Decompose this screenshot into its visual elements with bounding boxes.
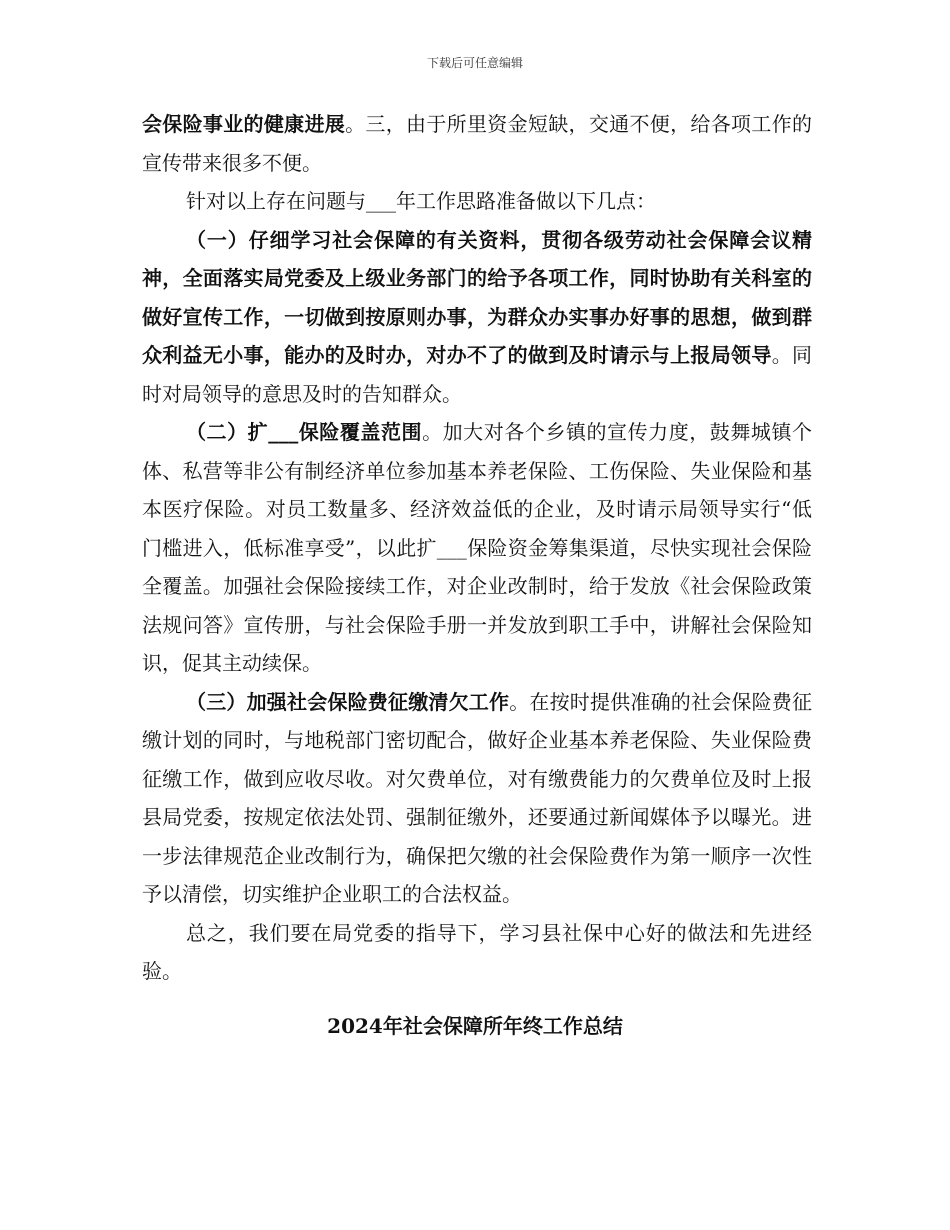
paragraph-6 <box>142 914 812 991</box>
paragraph-4 <box>142 413 812 683</box>
paragraph-5 <box>142 683 812 914</box>
paragraph-4-bold: （二）扩___保险覆盖范围 <box>186 420 423 444</box>
paragraph-5-text: 。在按时提供准确的社会保险费征缴计划的同时，与地税部门密切配合，做好企业基本养老保险、失业保险费征缴工作，做到应收尽收。对欠费单位，对有缴费能力的欠费单位及时上报县局党委，按规定依法处罚、强制征缴外，还要通过新闻媒体予以曝光。进一步法律规范企业改制行为，确保把欠缴的社会保险费作为第一顺序一次性予以清偿，切实维护企业职工的合法权益。 <box>142 689 813 906</box>
paragraph-2 <box>142 182 812 221</box>
paragraph-4-text: 。加大对各个乡镇的宣传力度，鼓舞城镇个体、私营等非公有制经济单位参加基本养老保险、工伤保险、失业保险和基本医疗保险。对员工数量多、经济效益低的企业，及时请示局领导实行“低门槛进入，低标准享受”，以此扩___保险资金筹集渠道，尽快实现社会保险全覆盖。加强社会保险接续工作，对企业改制时，给于发放《社会保险政策法规问答》宣传册，与社会保险手册一并发放到职工手中，讲解社会保险知识，促其主动续保。 <box>142 420 813 675</box>
paragraph-3-bold: （一）仔细学习社会保障的有关资料，贯彻各级劳动社会保障会议精神，全面落实局党委及上级业务部门的给予各项工作，同时协助有关科室的做好宣传工作，一切做到按原则办事，为群众办实事办好事的思想，做到群众利益无小事，能办的及时办，对办不了的做到及时请示与上报局领导 <box>142 227 812 367</box>
paragraph-1-text: 。三，由于所里资金短缺，交通不便，给各项工作的宣传带来很多不便。 <box>142 112 812 175</box>
section-title: 2024年社会保障所年终工作总结 <box>327 1014 623 1038</box>
paragraph-3-text: 。同时对局领导的意思及时的告知群众。 <box>142 343 812 406</box>
paragraph-6-text: 总之，我们要在局党委的指导下，学习县社保中心好的做法和先进经验。 <box>142 920 812 983</box>
paragraph-5-bold: （三）加强社会保险费征缴清欠工作 <box>186 689 510 714</box>
document-body <box>142 105 812 991</box>
paragraph-2-text: 针对以上存在问题与___年工作思路准备做以下几点： <box>186 189 656 213</box>
paragraph-1-bold: 会保险事业的健康进展 <box>142 112 346 136</box>
paragraph-1 <box>142 105 812 182</box>
paragraph-3 <box>142 221 812 414</box>
page-header-note: 下载后可任意编辑 <box>426 56 523 70</box>
